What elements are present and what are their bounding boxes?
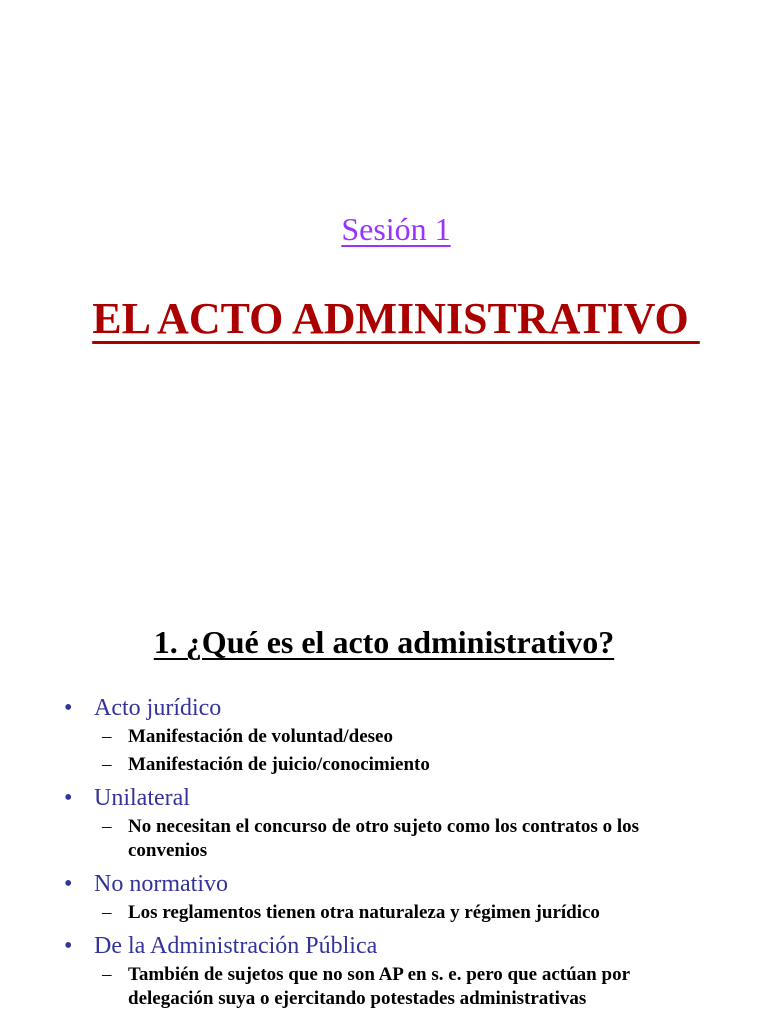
bullet-label: Unilateral [94, 785, 190, 811]
bullet-icon: • [64, 933, 73, 959]
sub-list [94, 725, 748, 777]
dash-icon: – [102, 754, 112, 775]
sub-item [94, 815, 748, 863]
session-link[interactable]: Sesión 1 [341, 211, 451, 247]
dash-icon: – [102, 816, 112, 837]
sub-list [94, 815, 748, 863]
bullet-icon: • [64, 871, 73, 897]
bullet-label: De la Administración Pública [94, 933, 378, 959]
bullet-label: Acto jurídico [94, 695, 222, 721]
sub-item-text: Manifestación de juicio/conocimiento [128, 754, 430, 775]
dash-icon: – [102, 902, 112, 923]
sub-item [94, 963, 748, 1011]
bullet-icon: • [64, 785, 73, 811]
section-heading: 1. ¿Qué es el acto administrativo? [153, 624, 615, 660]
dash-icon: – [102, 964, 112, 985]
sub-item-text: También de sujetos que no son AP en s. e. pero que actúan por delegación suya o ejercitando potestades administrativas [128, 964, 630, 1009]
sub-item [94, 725, 748, 749]
bullet-item [0, 783, 768, 863]
bullet-item [0, 931, 768, 1011]
sub-item-text: No necesitan el concurso de otro sujeto como los contratos o los convenios [128, 816, 639, 861]
main-title: EL ACTO ADMINISTRATIVO [92, 294, 700, 343]
bullet-list [0, 693, 768, 1017]
bullet-item [0, 693, 768, 777]
sub-item-text: Los reglamentos tienen otra naturaleza y régimen jurídico [128, 902, 600, 923]
sub-item-text: Manifestación de voluntad/deseo [128, 726, 393, 747]
sub-list [94, 963, 748, 1011]
sub-item [94, 753, 748, 777]
dash-icon: – [102, 726, 112, 747]
bullet-item [0, 869, 768, 925]
bullet-label: No normativo [94, 871, 228, 897]
sub-item [94, 901, 748, 925]
bullet-icon: • [64, 695, 73, 721]
sub-list [94, 901, 748, 925]
